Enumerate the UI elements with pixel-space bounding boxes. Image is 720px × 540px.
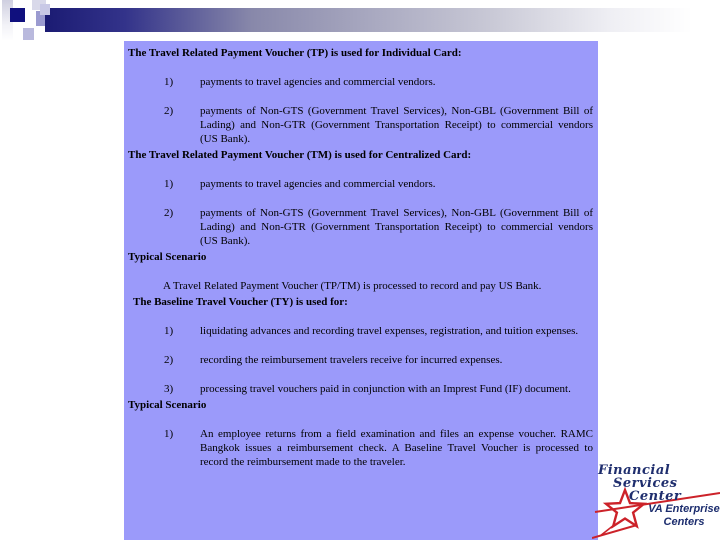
slide-content — [124, 41, 598, 469]
item-text: payments of Non-GTS (Government Travel Services), Non-GBL (Government Bill of Lading) and Non-GTR (Government Transportation Receipt) to commercial vendors (US Bank). — [200, 105, 593, 145]
item-text: payments to travel agencies and commercial vendors. — [200, 178, 436, 190]
title-gradient-bar — [45, 8, 712, 32]
scenario-paragraph: A Travel Related Payment Voucher (TP/TM) is processed to record and pay US Bank. — [163, 280, 542, 292]
item-text: processing travel vouchers paid in conjunction with an Imprest Fund (IF) document. — [200, 383, 571, 395]
section-heading: Typical Scenario — [128, 399, 207, 411]
fsc-word-services: Services — [613, 476, 678, 491]
fsc-word-center: Center — [629, 489, 682, 504]
decor-square-tiny — [40, 4, 50, 15]
list-item — [128, 353, 593, 367]
list-item — [128, 104, 593, 146]
item-number: 1) — [164, 428, 174, 440]
list-item — [128, 427, 593, 469]
list-item — [128, 177, 593, 191]
fsc-logo-wordmark — [598, 464, 681, 503]
va-enterprise-centers-label — [648, 503, 720, 529]
item-number: 2) — [164, 207, 174, 219]
va-enterprise-line: VA Enterprise — [648, 503, 720, 515]
item-number: 2) — [164, 354, 174, 366]
section-heading: The Travel Related Payment Voucher (TM) is used for Centralized Card: — [128, 149, 472, 161]
decor-square-small — [23, 28, 34, 40]
item-text: liquidating advances and recording travel expenses, registration, and tuition expenses. — [200, 325, 579, 337]
item-text: payments of Non-GTS (Government Travel Services), Non-GBL (Government Bill of Lading) and Non-GTR (Government Transportation Receipt) to commercial vendors (US Bank). — [200, 207, 593, 247]
item-text: An employee returns from a field examination and files an expense voucher. RAMC Bangkok issues a reimbursement check. A Baseline Travel Voucher is processed to record the reimbursement made to the traveler. — [200, 428, 593, 468]
item-text: recording the reimbursement travelers receive for incurred expenses. — [200, 354, 503, 366]
list-item — [128, 75, 593, 89]
section-heading: Typical Scenario — [128, 251, 207, 263]
item-number: 1) — [164, 76, 174, 88]
item-number: 2) — [164, 105, 174, 117]
content-panel — [124, 41, 598, 540]
fsc-word-financial: Financial — [598, 463, 671, 478]
item-text: payments to travel agencies and commercial vendors. — [200, 76, 436, 88]
section-heading: The Baseline Travel Voucher (TY) is used for: — [133, 296, 348, 308]
list-item — [128, 324, 593, 338]
item-number: 1) — [164, 178, 174, 190]
item-number: 3) — [164, 383, 174, 395]
item-number: 1) — [164, 325, 174, 337]
decor-square-navy — [10, 8, 25, 22]
list-item — [128, 382, 593, 396]
centers-line: Centers — [663, 516, 705, 528]
section-heading: The Travel Related Payment Voucher (TP) is used for Individual Card: — [128, 47, 462, 59]
list-item — [128, 206, 593, 248]
